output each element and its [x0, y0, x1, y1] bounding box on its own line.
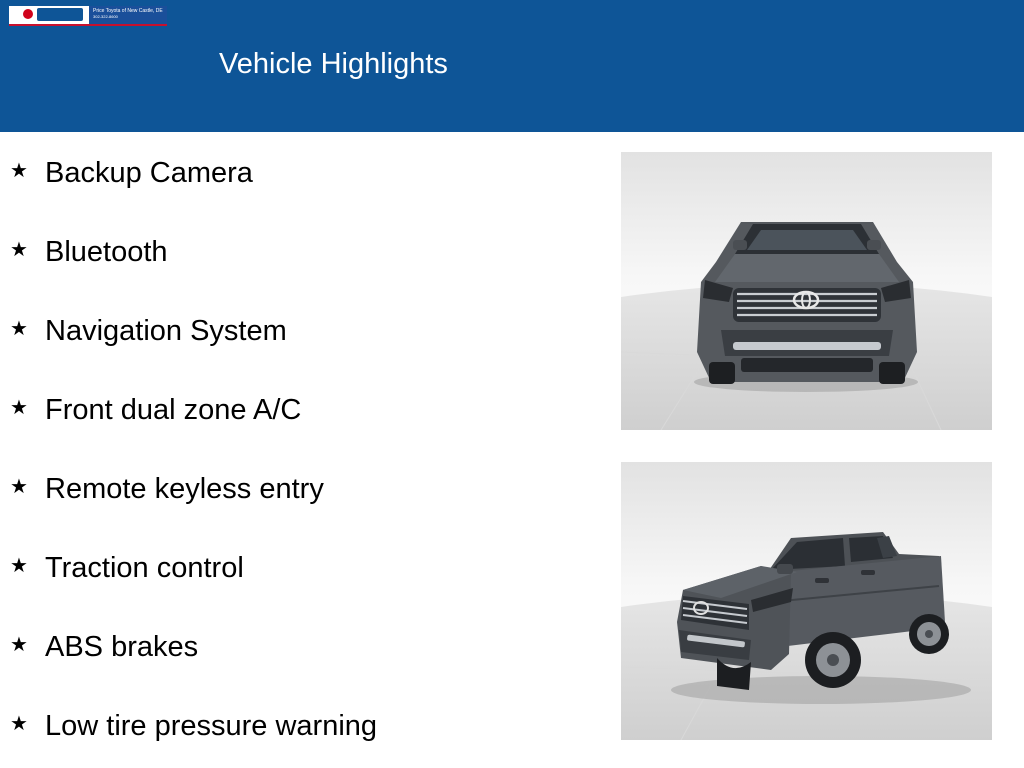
star-icon: ★: [10, 634, 28, 656]
feature-item: [10, 608, 600, 687]
feature-label: Remote keyless entry: [45, 473, 324, 505]
feature-label: Low tire pressure warning: [45, 710, 378, 742]
feature-item: [10, 134, 600, 213]
feature-label: Front dual zone A/C: [45, 394, 302, 426]
logo-dealer-line: Price Toyota of New Castle, DE: [93, 8, 163, 14]
page-title: Vehicle Highlights: [219, 48, 448, 80]
feature-list: [10, 152, 600, 766]
star-icon: ★: [10, 239, 28, 261]
feature-label: Bluetooth: [45, 236, 168, 268]
price-wordmark: [37, 8, 83, 21]
star-icon: ★: [10, 397, 28, 419]
header-banner: [0, 0, 1024, 132]
truck-front-image: [621, 152, 992, 430]
feature-item: [10, 529, 600, 608]
feature-label: Navigation System: [45, 315, 287, 347]
feature-label: Backup Camera: [45, 157, 253, 189]
star-icon: ★: [10, 476, 28, 498]
toyota-badge-icon: [23, 9, 33, 19]
truck-angle-image: [621, 462, 992, 740]
feature-item: [10, 292, 600, 371]
feature-label: ABS brakes: [45, 631, 199, 663]
star-icon: ★: [10, 555, 28, 577]
feature-item: [10, 371, 600, 450]
logo-brand-panel: [9, 6, 89, 24]
feature-item: [10, 213, 600, 292]
star-icon: ★: [10, 713, 28, 735]
feature-item: [10, 450, 600, 529]
star-icon: ★: [10, 160, 28, 182]
logo-phone: 302-322-8600: [93, 14, 118, 19]
vehicle-photo-angle[interactable]: [621, 462, 992, 740]
vehicle-photo-front[interactable]: [621, 152, 992, 430]
logo-dealer-info: [93, 8, 163, 20]
feature-label: Traction control: [45, 552, 244, 584]
dealer-logo[interactable]: [9, 6, 167, 26]
feature-item: [10, 687, 600, 766]
star-icon: ★: [10, 318, 28, 340]
